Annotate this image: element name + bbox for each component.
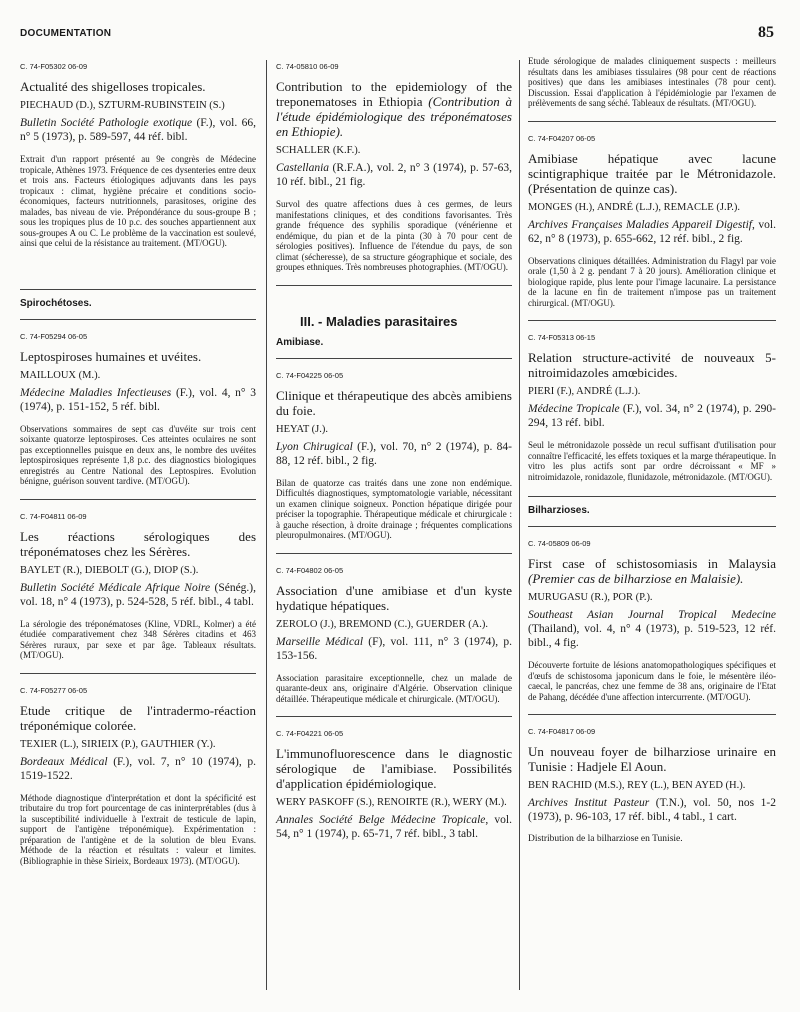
part-heading: III. - Maladies parasitaires	[300, 313, 458, 329]
entry-authors: PIERI (F.), ANDRÉ (L.J.).	[528, 386, 641, 397]
entry-code: C. 74-05809 06-09	[528, 539, 591, 548]
entry-abstract: Distribution de la bilharziose en Tunisie.	[528, 834, 683, 844]
entry-authors: TEXIER (L.), SIRIEIX (P.), GAUTHIER (Y.).	[20, 738, 216, 750]
entry-title: Actualité des shigelloses tropicales.	[20, 79, 206, 94]
entry-reference: Southeast Asian Journal Tropical Medecine (Thailand), vol. 4, n° 4 (1973), p. 519-523, 12 réf. bibl., 4 fig.	[528, 609, 776, 649]
journal-name: Archives Institut Pasteur	[528, 797, 650, 809]
section-header: DOCUMENTATION	[20, 28, 112, 39]
entry-abstract: La sérologie des tréponématoses (Kline, VDRL, Kolmer) a été étudiée comparativement chez 348 Sérères citadins et 463 Sérères ruraux, par sexe et par âge. Tableaux résultats. (MT/OGU).	[20, 618, 256, 660]
column-3	[528, 56, 776, 857]
entry-title: Les réactions sérologiques des tréponématoses chez les Sérères.	[20, 528, 256, 559]
journal-name: Bordeaux Médical	[20, 755, 108, 768]
entry-authors: MAILLOUX (M.).	[20, 369, 101, 381]
entry-code: C. 74-F05294 06-05	[20, 331, 88, 341]
entry-title: Amibiase hépatique avec lacune scintigraphique traitée par le Métronidazole. (Présentation de quinze cas).	[528, 150, 776, 196]
entry-authors: SCHALLER (K.F.).	[276, 145, 361, 156]
journal-name: Lyon Chirugical	[276, 440, 353, 453]
entry	[20, 62, 256, 249]
entry-authors: BAYLET (R.), DIEBOLT (G.), DIOP (S.).	[20, 564, 199, 576]
section-heading: Spirochétoses.	[20, 289, 256, 309]
entry-abstract: Découverte fortuite de lésions anatomopathologiques spécifiques et d'œufs de schistosoma japonicum dans le foie, le mésentère iléo-caecal, le pancréas, chez une femme de 38 ans, originaire de l'Etat de Pahang, décédée d'une affection intercurrente. (MT/OGU).	[528, 660, 776, 702]
entry	[276, 62, 512, 273]
continued-abstract: Etude sérologique de malades cliniquement suspects : meilleurs résultats dans les amibiases tissulaires (98 pour cent de réactions positives) que dans les amibiases intestinales (78 pour cent). Discussion. Essai d'application à l'épidémiologie par l'examen de prélèvements de sang séché. Tableaux de résultats. (MT/OGU).	[528, 56, 776, 108]
entry-code: C. 74-05810 06-09	[276, 62, 339, 71]
entry-code: C. 74-F05277 06-05	[20, 685, 88, 695]
column-rule	[266, 60, 267, 990]
entry-title-translation: (Premier cas de bilharziose en Malaisie).	[528, 571, 744, 586]
entry-code: C. 74-F04817 06-09	[528, 727, 596, 736]
entry	[528, 714, 776, 845]
journal-name: Bulletin Société Médicale Afrique Noire	[20, 581, 211, 594]
entry-reference: Marseille Médical (F), vol. 111, n° 3 (1974), p. 153-156.	[276, 635, 512, 662]
entry	[528, 320, 776, 482]
entry-abstract: Bilan de quatorze cas traités dans une zone non endémique. Difficultés diagnostiques, symptomatologie variable, nécessitant un examen clinique soigneux. Ponction hépatique dirigée pour préciser la topographie. Thérapeutique médicale et chirurgicale : à gauche résection, à droite drainage ; fréquentes complications pleuropulmonaires. (MT/OGU).	[276, 477, 512, 540]
column-1	[20, 58, 256, 878]
entry-title: First case of schistosomiasis in Malaysia (Premier cas de bilharziose en Malaisie).	[528, 556, 776, 586]
column-2	[276, 58, 512, 851]
part-divider	[276, 285, 512, 348]
entry-reference: Annales Société Belge Médecine Tropicale, vol. 54, n° 1 (1974), p. 65-71, 7 réf. bibl., 3 tabl.	[276, 814, 513, 840]
entry-code: C. 74-F04225 06-05	[276, 370, 344, 380]
entry-abstract: Observations cliniques détaillées. Administration du Flagyl par voie orale (1,50 à 2 g. pendant 7 à 20 jours). Amélioration clinique et biologique rapide, plus lente pour l'image lacunaire. La persistance de la lacune en fin de traitement n'impose pas un traitement chirurgical. (MT/OGU).	[528, 255, 776, 308]
entry-code: C. 74-F04802 06-05	[276, 565, 344, 575]
entry	[528, 526, 776, 702]
entry-reference: Bulletin Société Médicale Afrique Noire (Sénég.), vol. 18, n° 4 (1973), p. 524-528, 5 réf. bibl., 4 tabl.	[20, 581, 256, 608]
entry-title: L'immunofluorescence dans le diagnostic sérologique de l'amibiase. Possibilités d'application épidémiologique.	[276, 746, 512, 791]
journal-name: Bulletin Société Pathologie exotique	[20, 117, 193, 129]
journal-name: Médecine Maladies Infectieuses	[20, 386, 172, 399]
entry-title: Clinique et thérapeutique des abcès amibiens du foie.	[276, 387, 512, 418]
entry-reference: Médecine Tropicale (F.), vol. 34, n° 2 (1974), p. 290-294, 13 réf. bibl.	[528, 403, 776, 429]
journal-name: Southeast Asian Journal Tropical Medecine	[528, 609, 776, 621]
journal-name: Médecine Tropicale	[528, 403, 620, 415]
entry	[276, 358, 512, 541]
journal-name: Annales Société Belge Médecine Tropicale	[276, 814, 486, 826]
entry-reference: Archives Françaises Maladies Appareil Digestif, vol. 62, n° 8 (1973), p. 655-662, 12 réf. bibl., 2 fig.	[528, 218, 776, 245]
entry-title-translation: (Contribution à l'étude épidémiologique des tréponématoses en Ethiopie).	[276, 94, 512, 139]
journal-name: Castellania	[276, 162, 330, 174]
entry-reference: Médecine Maladies Infectieuses (F.), vol. 4, n° 3 (1974), p. 151-152, 5 réf. bibl.	[20, 386, 256, 413]
entry-title: Relation structure-activité de nouveaux 5-nitroimidazoles amœbicides.	[528, 350, 776, 380]
entry-code: C. 74-F05313 06-15	[528, 333, 596, 342]
entry-code: C. 74-F04207 06-05	[528, 133, 596, 143]
entry	[20, 499, 256, 661]
entry	[276, 553, 512, 705]
entry-authors: ZEROLO (J.), BREMOND (C.), GUERDER (A.).	[276, 618, 489, 630]
entry-authors: WERY PASKOFF (S.), RENOIRTE (R.), WERY (M.).	[276, 797, 507, 808]
entry-title: Etude critique de l'intradermo-réaction tréponémique colorée.	[20, 702, 256, 733]
entry-title: Association d'une amibiase et d'un kyste hydatique hépatiques.	[276, 582, 512, 613]
entry	[20, 319, 256, 487]
page-number: 85	[758, 24, 774, 41]
section-heading: Amibiase.	[276, 336, 324, 348]
journal-name: Archives Françaises Maladies Appareil Digestif	[528, 218, 752, 231]
entry-abstract: Méthode diagnostique d'interprétation et dont la spécificité est tributaire du trop fort pourcentage de cas ininterprétables (dus à la susceptibilité individuelle à l'extrait de testicule de lapin, support de l'antigène tréponémique). Expérimentation : préparation de l'antigène et de la solution de bleu Evans. Méthode de la réaction et résultats : valeur et limites. (Bibliographie in thèse Sirieix, Bordeaux 1973). (MT/OGU).	[20, 792, 256, 866]
entry	[20, 673, 256, 867]
entry-code: C. 74-F04811 06-09	[20, 511, 87, 521]
entry-reference: Archives Institut Pasteur (T.N.), vol. 50, nos 1-2 (1973), p. 96-103, 17 réf. bibl., 4 tabl., 1 cart.	[528, 797, 776, 823]
entry-abstract: Seul le métronidazole possède un recul suffisant d'utilisation pour connaître l'efficacité, les effets toxiques et la marge thérapeutique. In vitro les plus actifs sont par ordre décroissant « MF » nitroimidazole, ronidazole, flunidazole, métronidazole. (MT/OGU).	[528, 440, 776, 482]
column-rule	[519, 60, 520, 990]
entry	[528, 121, 776, 309]
entry-code: C. 74-F05302 06-09	[20, 62, 88, 71]
entry-code: C. 74-F04221 06-05	[276, 729, 344, 738]
entry-abstract: Observations sommaires de sept cas d'uvéite sur trois cent soixante quatorze leptospiroses. Ces atteintes oculaires ne sont pas exceptionnelles puisque en deux ans, le nombre des uvéites leptospirosiques représente 1,8 p.c. des diagnostics biologiques enregistrés au Centre National des Leptospires. Evolution bénigne, guérison souvent tardive. (MT/OGU).	[20, 423, 256, 486]
entry-reference: Bordeaux Médical (F.), vol. 7, n° 10 (1974), p. 1519-1522.	[20, 755, 256, 782]
entry-abstract: Survol des quatre affections dues à ces germes, de leurs manifestations cliniques, et des conditions favorisantes. Très grande fréquence des syphilis sporadique (vénérienne et endémique, du pian et de la pinta (30 à 70 pour cent de sérologies positives). Influence de l'étendue du pays, de son climat (sécheresse), de sa structure géographique et sociale, des groupes ethniques. Très nombreuses photographies. (MT/OGU).	[276, 199, 512, 272]
entry-title: Leptospiroses humaines et uvéites.	[20, 348, 202, 364]
section-heading: Bilharzioses.	[528, 496, 776, 516]
entry-reference: Castellania (R.F.A.), vol. 2, n° 3 (1974), p. 57-63, 10 réf. bibl., 21 fig.	[276, 162, 512, 188]
journal-name: Marseille Médical	[276, 635, 364, 648]
entry-title: Un nouveau foyer de bilharziose urinaire en Tunisie : Hadjele El Aoun.	[528, 744, 776, 774]
entry-authors: MONGES (H.), ANDRÉ (L.J.), REMACLE (J.P.).	[528, 201, 741, 213]
entry-reference: Lyon Chirugical (F.), vol. 70, n° 2 (1974), p. 84-88, 12 réf. bibl., 2 fig.	[276, 440, 512, 467]
entry-title: Contribution to the epidemiology of the treponematoses in Ethiopia (Contribution à l'étude épidémiologique des tréponématoses en Ethiopie).	[276, 79, 512, 139]
entry-authors: MURUGASU (R.), POR (P.).	[528, 592, 653, 603]
entry-reference: Bulletin Société Pathologie exotique (F.), vol. 66, n° 5 (1973), p. 589-597, 44 réf. bibl.	[20, 117, 256, 143]
entry-abstract: Association parasitaire exceptionnelle, chez un malade de quarante-deux ans, originaire d'Algérie. Observation clinique détaillée. Thérapeutique médicale et chirurgicale. (MT/OGU).	[276, 672, 512, 704]
entry-authors: BEN RACHID (M.S.), REY (L.), BEN AYED (H.).	[528, 780, 746, 791]
entry-authors: PIECHAUD (D.), SZTURM-RUBINSTEIN (S.)	[20, 100, 225, 111]
entry-authors: HEYAT (J.).	[276, 423, 329, 435]
entry-abstract: Extrait d'un rapport présenté au 9e congrès de Médecine tropicale, Athènes 1973. Fréquence de ces dysenteries entre deux et trois ans. Facteurs étiologiques adjuvants dans les pays tropicaux : climat, hygiène précaire et conditions socio-économiques, facteurs nutritionnels, parasitoses, origine des malades, bas niveau de vie. Prépondérance du sous-groupe B ; sous les tropiques plus de 10 p.c. des souches appartiennent aux sous-groupes A ou C. Le problème de la vaccination est soulevé, ainsi que celui de la résistance au traitement. (MT/OGU).	[20, 154, 256, 248]
entry	[276, 716, 512, 841]
